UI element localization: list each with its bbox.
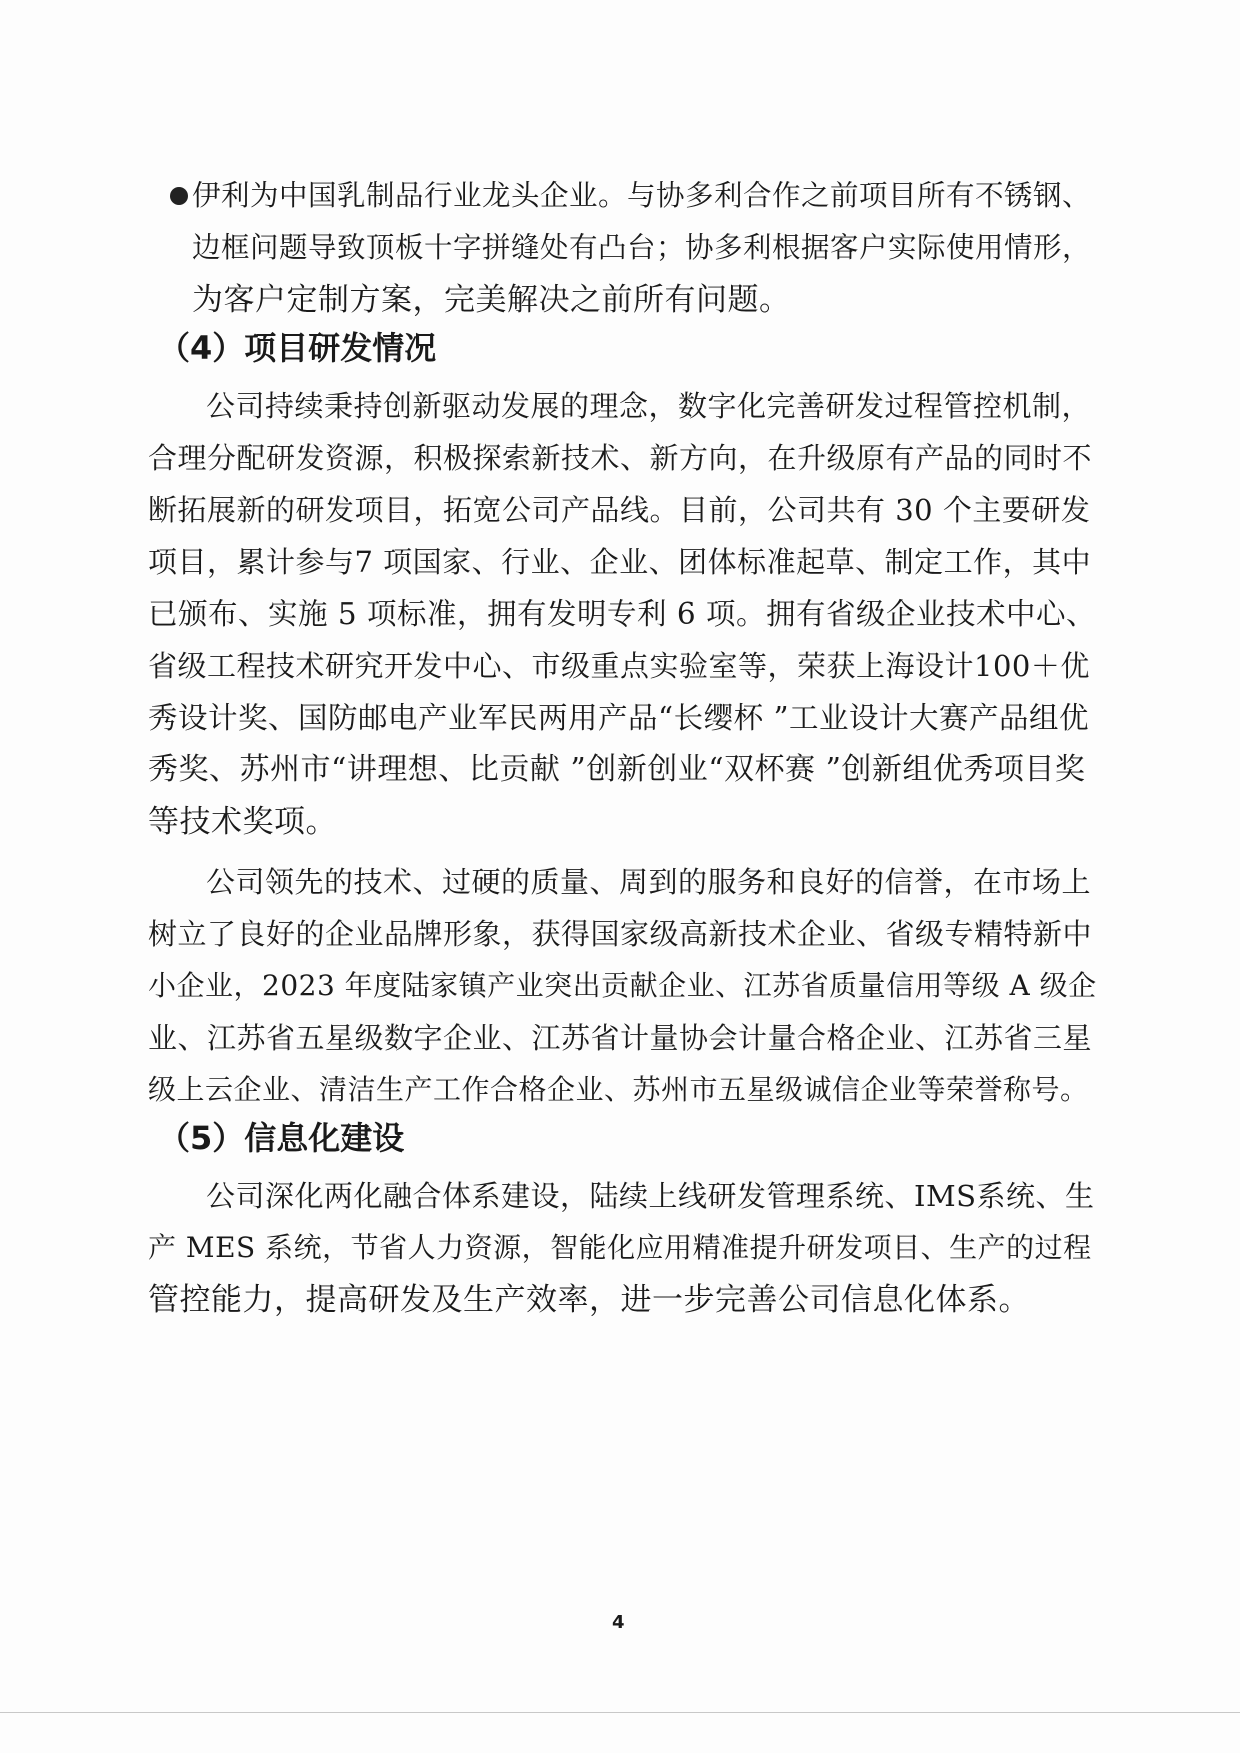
s4-p1-line-1: 公司持续秉持创新驱动发展的理念，数字化完善研发过程管控机制， bbox=[206, 389, 1092, 423]
s4-p1-line-3: 断拓展新的研发项目，拓宽公司产品线。目前，公司共有 30 个主要研发 bbox=[148, 493, 1091, 527]
bullet-line-3: 为客户定制方案，完美解决之前所有问题。 bbox=[192, 282, 791, 318]
s5-p1-line-3: 管控能力，提高研发及生产效率，进一步完善公司信息化体系。 bbox=[148, 1282, 1030, 1318]
s4-p2-line-2: 树立了良好的企业品牌形象，获得国家级高新技术企业、省级专精特新中 bbox=[148, 917, 1093, 951]
s4-p2-line-3: 小企业，2023 年度陆家镇产业突出贡献企业、江苏省质量信用等级 A 级企 bbox=[148, 969, 1097, 1002]
s4-p1-line-9: 等技术奖项。 bbox=[148, 804, 337, 840]
bullet-line-1: 伊利为中国乳制品行业龙头企业。与协多利合作之前项目所有不锈钢、 bbox=[192, 179, 1092, 212]
s5-p1-line-1: 公司深化两化融合体系建设，陆续上线研发管理系统、IMS系统、生 bbox=[206, 1179, 1095, 1213]
s5-p1-line-2: 产 MES 系统，节省人力资源，智能化应用精准提升研发项目、生产的过程 bbox=[148, 1231, 1092, 1264]
s4-p1-line-2: 合理分配研发资源，积极探索新技术、新方向，在升级原有产品的同时不 bbox=[148, 441, 1093, 475]
s4-p1-line-8: 秀奖、苏州市“讲理想、比贡献 ”创新创业“双杯赛 ”创新组优秀项目奖 bbox=[148, 752, 1086, 787]
bullet-icon bbox=[170, 187, 188, 205]
section-4-heading: （4）项目研发情况 bbox=[158, 329, 437, 367]
s4-p2-line-4: 业、江苏省五星级数字企业、江苏省计量协会计量合格企业、江苏省三星 bbox=[148, 1021, 1093, 1055]
s4-p2-line-1: 公司领先的技术、过硬的质量、周到的服务和良好的信誉，在市场上 bbox=[206, 865, 1092, 899]
s4-p1-line-4: 项目，累计参与7 项国家、行业、企业、团体标准起草、制定工作，其中 bbox=[148, 545, 1092, 579]
s4-p2-line-5: 级上云企业、清洁生产工作合格企业、苏州市五星级诚信企业等荣誉称号。 bbox=[148, 1073, 1089, 1106]
s4-p1-line-7: 秀设计奖、国防邮电产业军民两用产品“长缨杯 ”工业设计大赛产品组优 bbox=[148, 701, 1090, 735]
s4-p1-line-5: 已颁布、实施 5 项标准，拥有发明专利 6 项。拥有省级企业技术中心、 bbox=[148, 597, 1097, 631]
section-5-heading: （5）信息化建设 bbox=[158, 1119, 405, 1157]
page-number: 4 bbox=[612, 1612, 625, 1633]
s4-p1-line-6: 省级工程技术研究开发中心、市级重点实验室等，荣获上海设计100＋优 bbox=[148, 649, 1090, 683]
scan-edge-line bbox=[0, 1712, 1240, 1713]
bullet-line-2: 边框问题导致顶板十字拼缝处有凸台；协多利根据客户实际使用情形， bbox=[192, 231, 1092, 264]
